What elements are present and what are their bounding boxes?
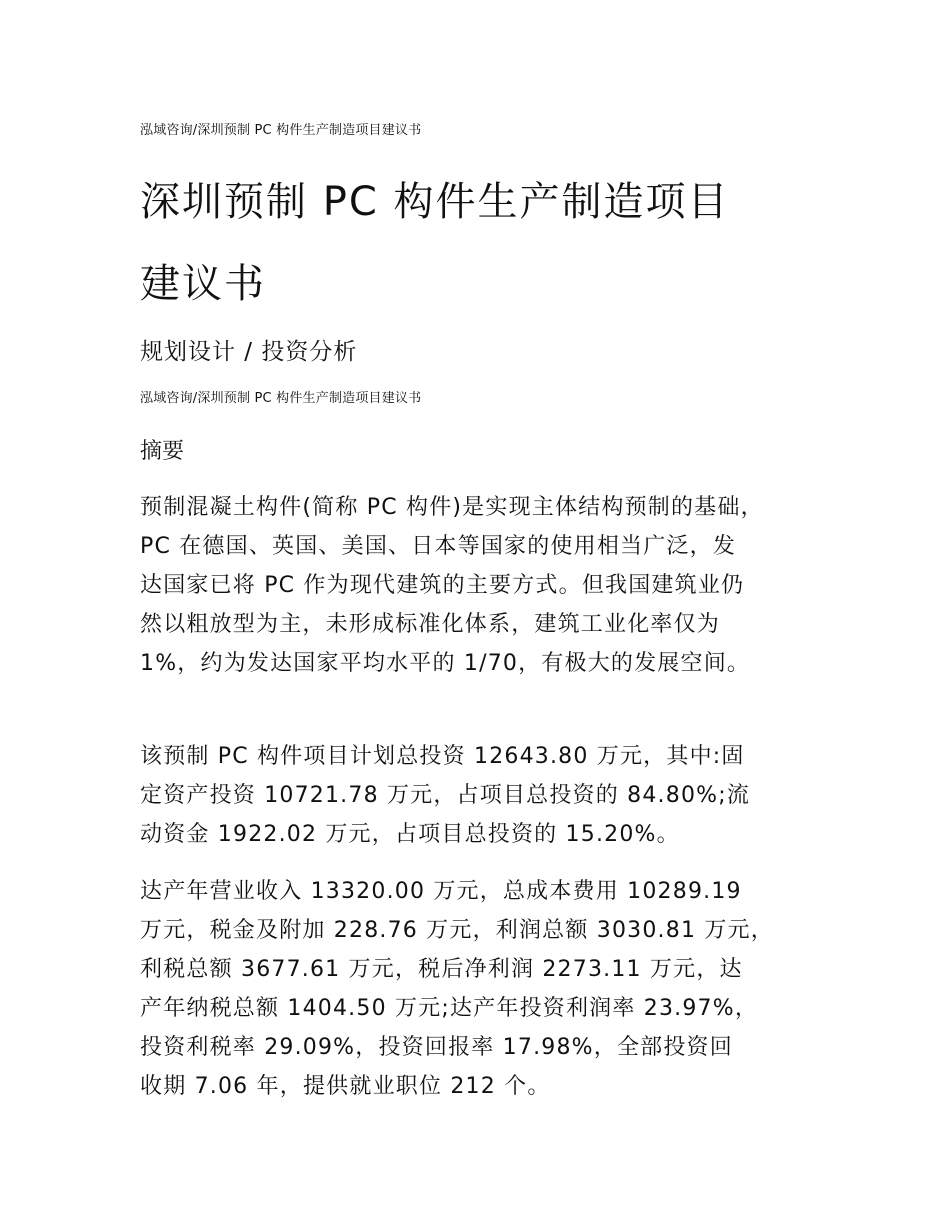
document-title-line-1: 深圳预制 PC 构件生产制造项目	[140, 179, 730, 225]
running-header-repeat: 泓域咨询/深圳预制 PC 构件生产制造项目建议书	[140, 391, 422, 406]
paragraph-line: 该预制 PC 构件项目计划总投资 12643.80 万元，其中:固	[140, 744, 745, 769]
abstract-paragraph-intro	[140, 488, 840, 683]
document-subtitle: 规划设计 / 投资分析	[140, 339, 358, 365]
abstract-heading: 摘要	[140, 439, 185, 464]
paragraph-line: 预制混凝土构件(简称 PC 构件)是实现主体结构预制的基础，	[140, 495, 764, 520]
paragraph-line: 产年纳税总额 1404.50 万元;达产年投资利润率 23.97%，	[140, 996, 759, 1021]
paragraph-line: 利税总额 3677.61 万元，税后净利润 2273.11 万元，达	[140, 957, 743, 982]
paragraph-line: 动资金 1922.02 万元，占项目总投资的 15.20%。	[140, 822, 680, 847]
paragraph-line: 然以粗放型为主，未形成标准化体系，建筑工业化率仅为	[140, 612, 721, 637]
paragraph-line: 定资产投资 10721.78 万元，占项目总投资的 84.80%;流	[140, 783, 751, 808]
paragraph-line: 收期 7.06 年，提供就业职位 212 个。	[140, 1074, 551, 1099]
abstract-paragraph-investment	[140, 737, 840, 854]
document-title-line-2: 建议书	[140, 261, 266, 307]
abstract-paragraph-financials	[140, 872, 840, 1106]
paragraph-line: 1%，约为发达国家平均水平的 1/70，有极大的发展空间。	[140, 651, 751, 676]
paragraph-line: 达国家已将 PC 作为现代建筑的主要方式。但我国建筑业仍	[140, 573, 745, 598]
paragraph-line: 万元，税金及附加 228.76 万元，利润总额 3030.81 万元，	[140, 918, 774, 943]
paragraph-line: PC 在德国、英国、美国、日本等国家的使用相当广泛，发	[140, 534, 737, 559]
paragraph-line: 投资利税率 29.09%，投资回报率 17.98%，全部投资回	[140, 1035, 733, 1060]
paragraph-line: 达产年营业收入 13320.00 万元，总成本费用 10289.19	[140, 879, 742, 904]
running-header: 泓域咨询/深圳预制 PC 构件生产制造项目建议书	[140, 123, 422, 138]
